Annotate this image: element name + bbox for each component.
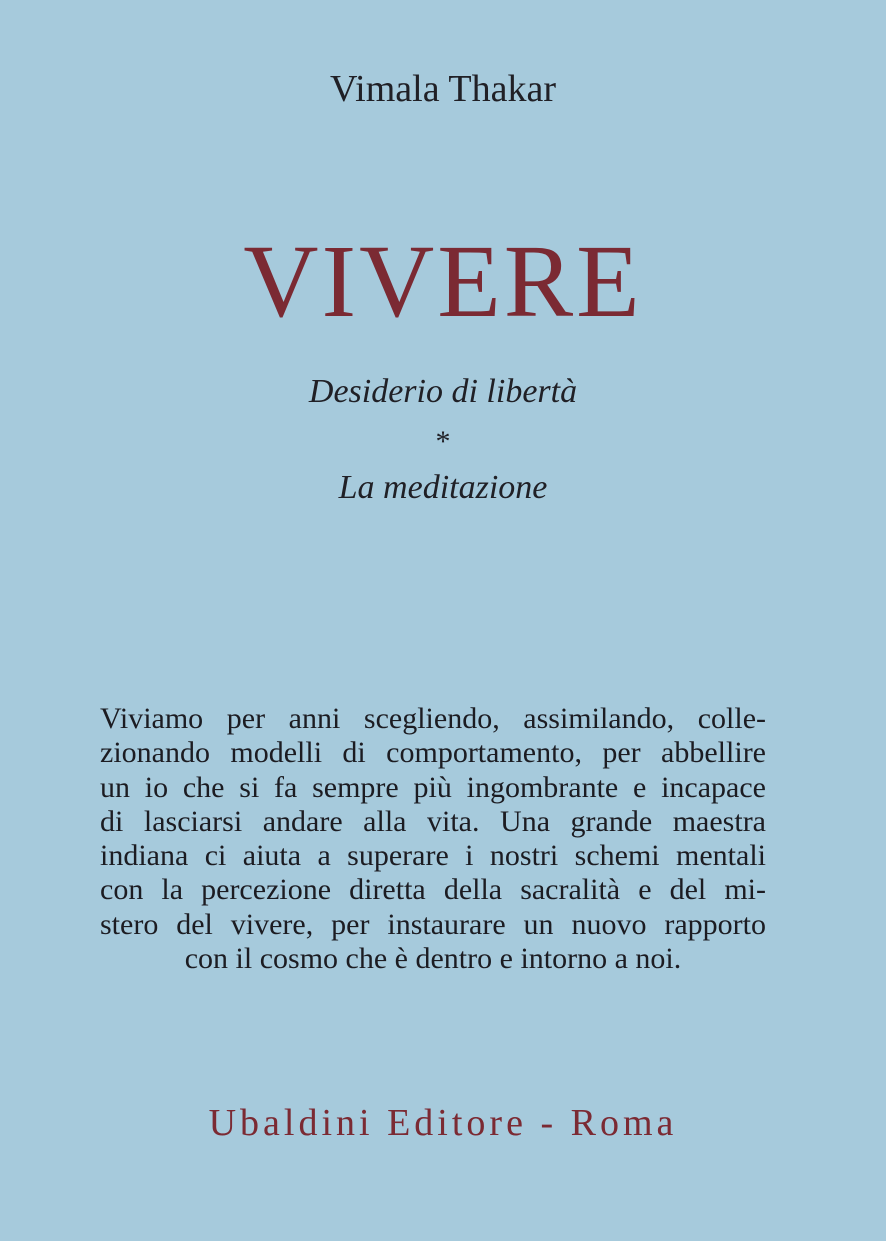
blurb-line: con il cosmo che è dentro e intorno a noi.: [184, 942, 682, 976]
blurb-paragraph: [100, 702, 766, 976]
subtitle-first: Desiderio di libertà: [308, 373, 578, 410]
book-title: VIVERE: [243, 224, 643, 339]
blurb-line: Viviamo per anni scegliendo, assimilando, colle-: [100, 702, 766, 735]
blurb-line: con la percezione diretta della sacralità e del mi-: [100, 873, 766, 907]
subtitle-separator: *: [435, 425, 451, 458]
blurb-line: indiana ci aiuta a superare i nostri schemi mentali: [100, 839, 766, 873]
publisher-imprint: Ubaldini Editore - Roma: [208, 1102, 678, 1144]
blurb-line: di lasciarsi andare alla vita. Una grande maestra: [100, 804, 766, 838]
blurb-line: un io che si fa sempre più ingombrante e incapace: [100, 770, 766, 804]
blurb-line: zionando modelli di comportamento, per abbellire: [100, 736, 766, 770]
blurb-line: stero del vivere, per instaurare un nuovo rapporto: [100, 907, 766, 941]
subtitle-second: La meditazione: [338, 469, 548, 506]
author-name: Vimala Thakar: [330, 68, 556, 110]
